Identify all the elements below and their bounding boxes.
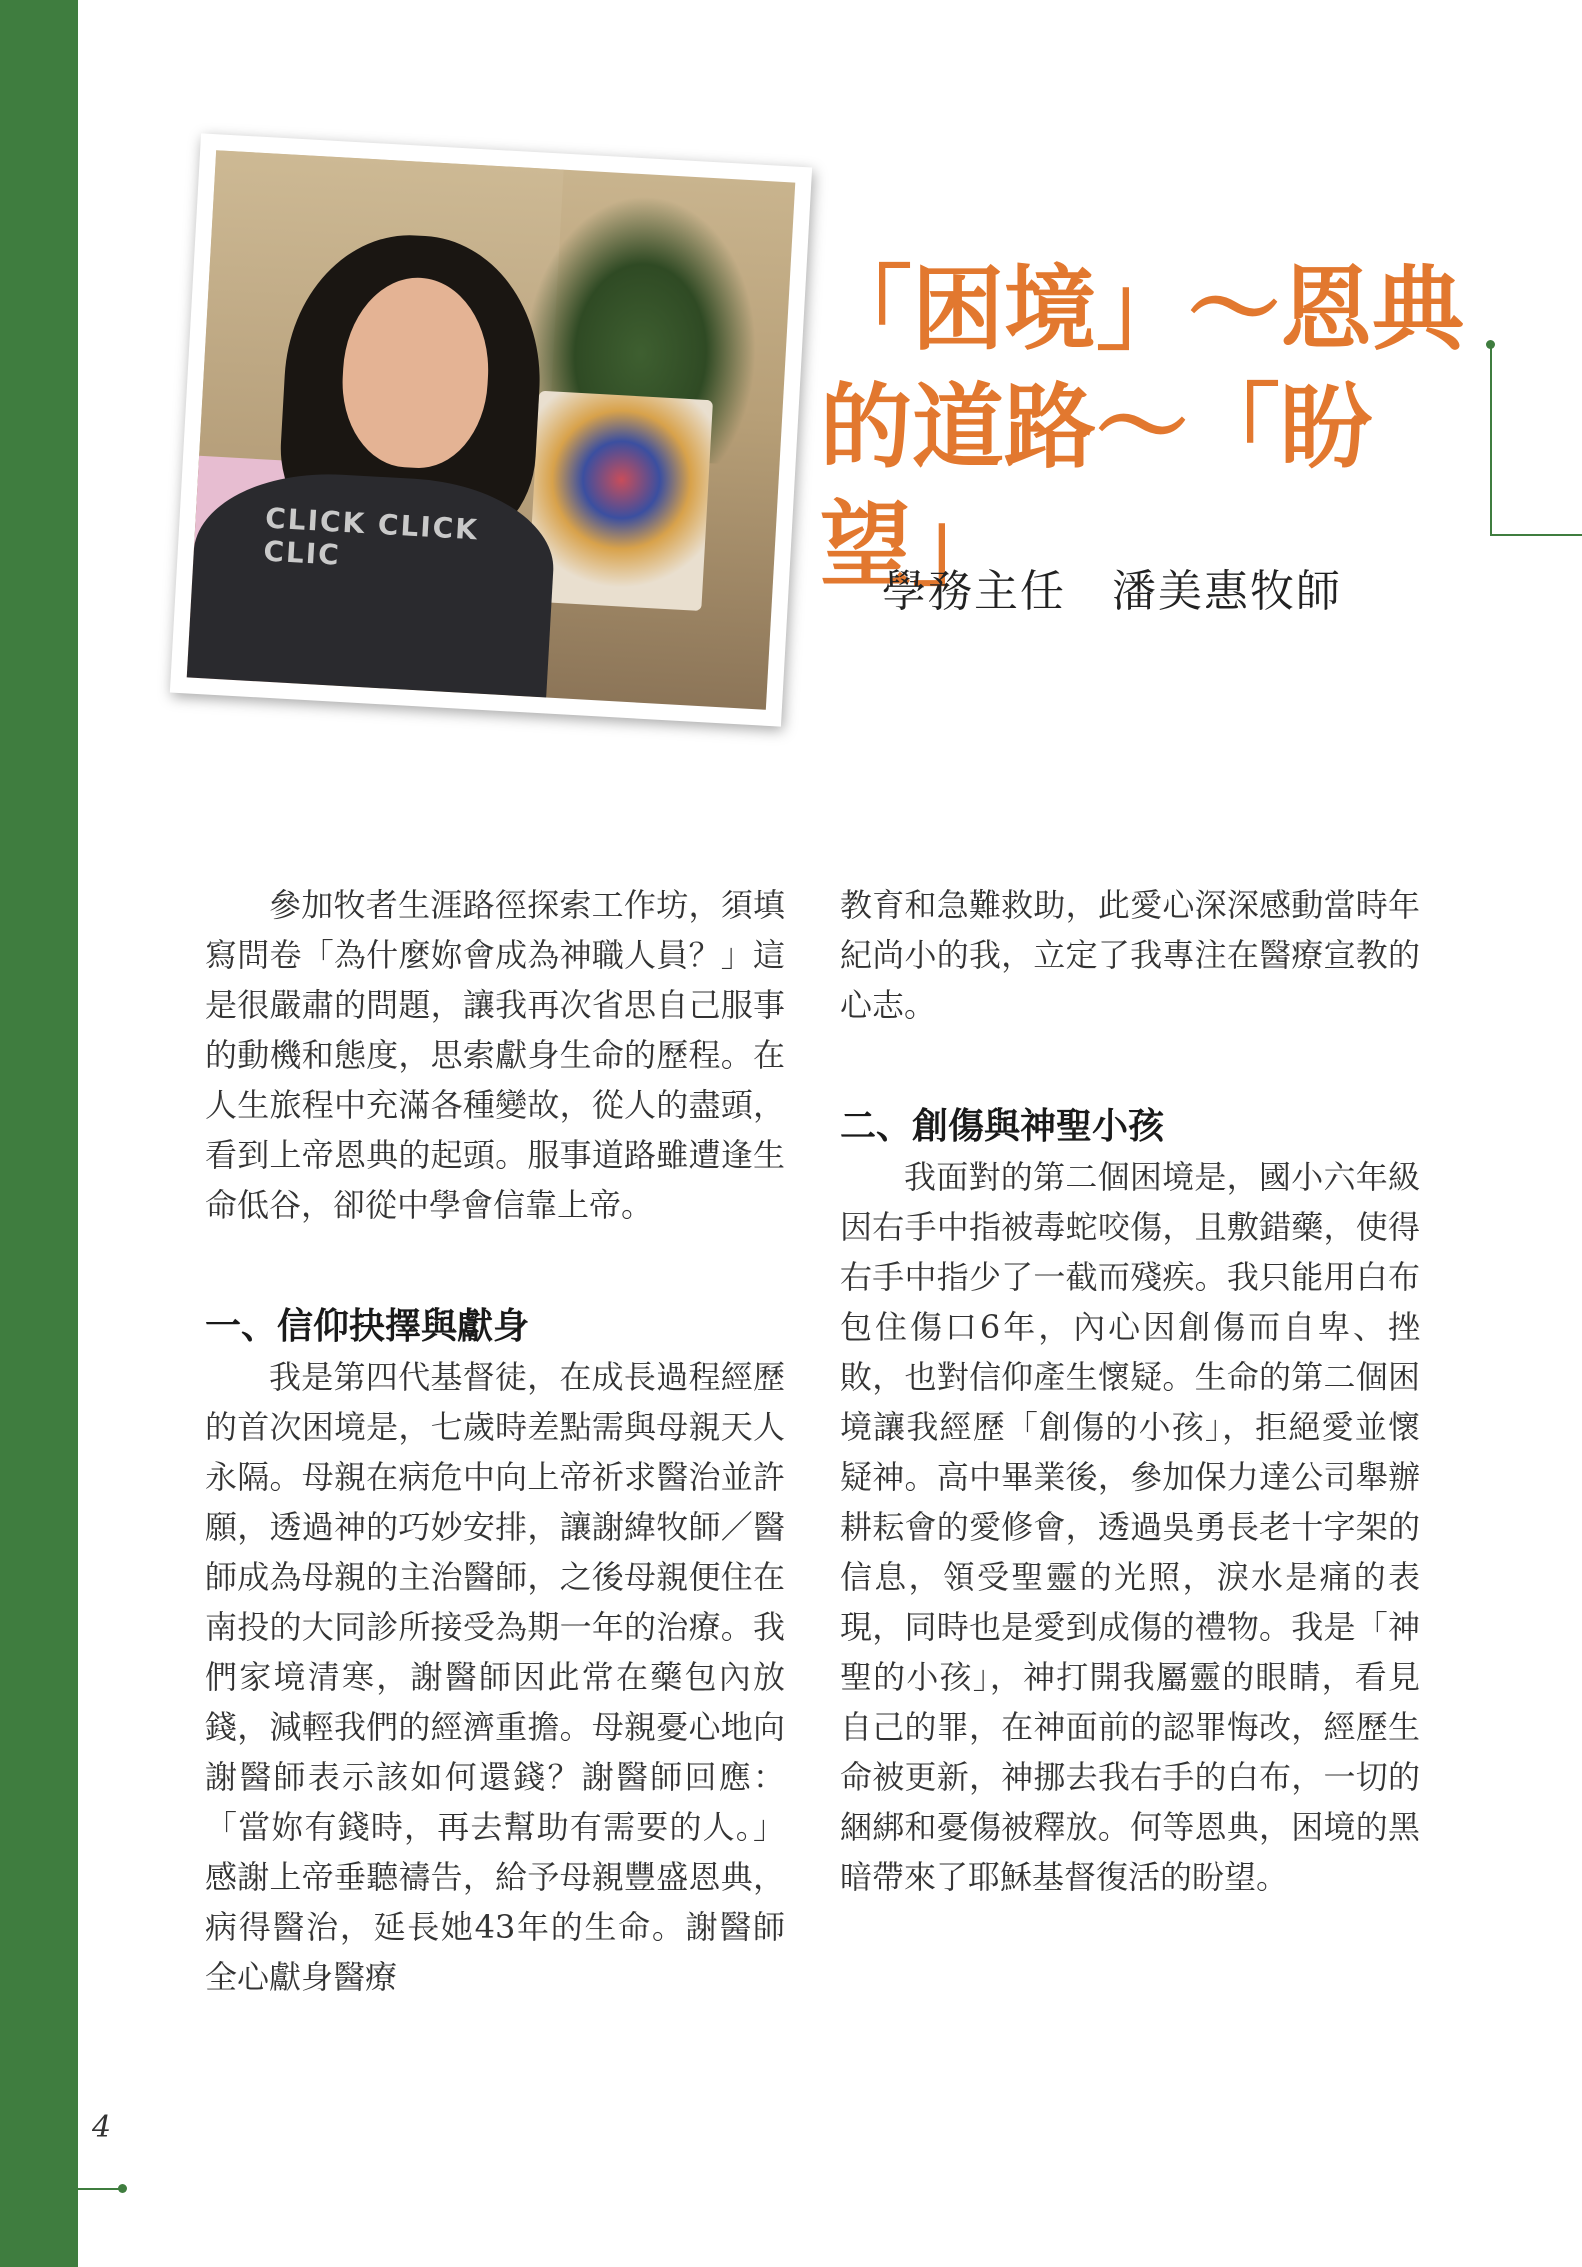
author-photo xyxy=(170,133,812,726)
right-column xyxy=(840,880,1420,1902)
intro-paragraph: 參加牧者生涯路徑探索工作坊，須填寫問卷「為什麼妳會成為神職人員？」這是很嚴肅的問題，讓我再次省思自己服事的動機和態度，思索獻身生命的歷程。在人生旅程中充滿各種變故，從人的盡頭，看到上帝恩典的起頭。服事道路雖遭逢生命低谷，卻從中學會信靠上帝。 xyxy=(205,886,785,1224)
author-byline: 學務主任 潘美惠牧師 xyxy=(882,566,1342,617)
title-line-2: 的道路～「盼望」 xyxy=(820,373,1373,599)
left-green-bar xyxy=(0,0,78,2267)
page-number-dot xyxy=(118,2184,127,2193)
section2-heading: 二、創傷與神聖小孩 xyxy=(840,1106,1165,1147)
page-number: 4 xyxy=(92,2110,112,2145)
decorative-line-vertical xyxy=(1490,344,1492,536)
section1-continued: 教育和急難救助，此愛心深深感動當時年紀尚小的我，立定了我專注在醫療宣教的心志。 xyxy=(840,886,1420,1024)
section1-body: 我是第四代基督徒，在成長過程經歷的首次困境是，七歲時差點需與母親天人永隔。母親在病危中向上帝祈求醫治並許願，透過神的巧妙安排，讓謝緯牧師／醫師成為母親的主治醫師，之後母親便住在南投的大同診所接受為期一年的治療。我們家境清寒，謝醫師因此常在藥包內放錢，減輕我們的經濟重擔。母親憂心地向謝醫師表示該如何還錢？謝醫師回應：「當妳有錢時，再去幫助有需要的人。」感謝上帝垂聽禱告，給予母親豐盛恩典，病得醫治，延長她43年的生命。謝醫師全心獻身醫療 xyxy=(205,1358,785,1996)
left-column xyxy=(205,880,785,2002)
section2-body: 我面對的第二個困境是，國小六年級因右手中指被毒蛇咬傷，且敷錯藥，使得右手中指少了一截而殘疾。我只能用白布包住傷口6年，內心因創傷而自卑、挫敗，也對信仰產生懷疑。生命的第二個困境讓我經歷「創傷的小孩」，拒絕愛並懷疑神。高中畢業後，參加保力達公司舉辦耕耘會的愛修會，透過吳勇長老十字架的信息，領受聖靈的光照，淚水是痛的表現，同時也是愛到成傷的禮物。我是「神聖的小孩」，神打開我屬靈的眼睛，看見自己的罪，在神面前的認罪悔改，經歷生命被更新，神挪去我右手的白布，一切的綑綁和憂傷被釋放。何等恩典，困境的黑暗帶來了耶穌基督復活的盼望。 xyxy=(840,1158,1420,1896)
title-line-1: 「困境」～恩典 xyxy=(820,255,1465,363)
photo-image xyxy=(187,150,796,710)
article-title xyxy=(820,250,1480,604)
shirt-text: CLICK CLICK CLIC xyxy=(262,502,480,573)
bouquet-graphic xyxy=(528,390,714,611)
section1-heading: 一、信仰抉擇與獻身 xyxy=(205,1306,530,1347)
decorative-line-horizontal xyxy=(1490,534,1582,536)
page-number-rule xyxy=(78,2188,120,2190)
